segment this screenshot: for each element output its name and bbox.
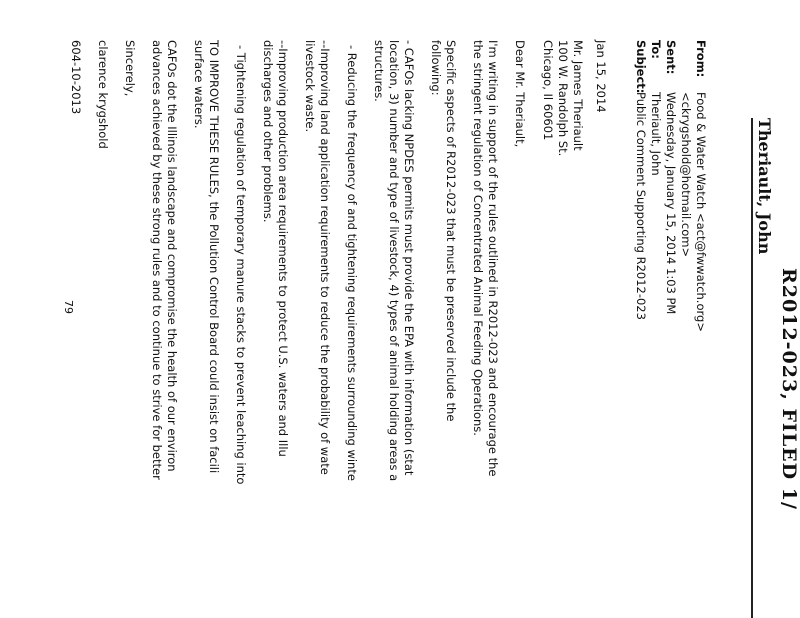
improve-line: surface waters. [192, 40, 206, 129]
bullet-npdes-line: structures. [372, 40, 386, 102]
address-line: Chicago, Il 60601 [541, 40, 555, 141]
bullet-land-line: livestock waste. [303, 40, 317, 133]
signer-phone: 604-10-2013 [69, 40, 83, 115]
bullet-production-line: --Improving production area requirements to protect U.S. waters and Illu [276, 40, 290, 457]
filing-stamp: R2012-023, FILED 1/ [778, 268, 800, 510]
sender-name: Theriault, John [755, 118, 774, 255]
page-number: 79 [62, 300, 75, 314]
aspects-intro-line: Specific aspects of R2012-023 that must be preserved include the [444, 40, 458, 422]
improve-line: TO IMPROVE THESE RULES, the Pollution Control Board could insist on facili [207, 40, 221, 474]
from-label: From: [694, 40, 708, 78]
aspects-intro-line: following: [429, 40, 443, 96]
subject-label: Subject: [634, 40, 648, 94]
signer-name: clarence krygshold [96, 40, 110, 149]
intro-line: the stringent regulation of Concentrated Animal Feeding Operations. [471, 40, 485, 436]
letter-date: Jan 15, 2014 [594, 40, 608, 113]
bullet-npdes-line: - CAFOs lacking NPDES permits must provide the EPA with information (stat [402, 40, 416, 476]
bullet-land-line: --Improving land application requirements to reduce the probability of wate [318, 40, 332, 475]
sent-value: Wednesday, January 15, 2014 1:03 PM [664, 92, 678, 315]
salutation: Dear Mr. Theriault, [513, 40, 527, 148]
address-line: Mr. James Theriault [571, 40, 585, 151]
subject-value: Public Comment Supporting R2012-023 [634, 92, 648, 320]
bullet-production-line: discharges and other problems. [261, 40, 275, 223]
closing-paragraph-line: advances achieved by these strong rules and to continue to strive for better [150, 40, 164, 480]
to-value: Theriault, John [649, 92, 663, 176]
to-label: To: [649, 40, 663, 59]
bullet-stacks-line: - Tightening regulation of temporary manure stacks to prevent leaching into [234, 45, 248, 485]
bullet-winter-line: - Reducing the frequency of and tightening requirements surrounding winte [345, 45, 359, 481]
from-value: Food & Water Watch <act@fwwatch.org> [694, 92, 708, 332]
from-email: <ckrygshold@hotmail.com> [679, 92, 693, 258]
closing-paragraph-line: CAFOs dot the Illinois landscape and compromise the health of our environ [165, 40, 179, 472]
signoff: Sincerely, [123, 40, 137, 97]
header-rule [751, 118, 753, 618]
intro-line: I'm writing in support of the rules outlined in R2012-023 and encourage the [486, 40, 500, 477]
bullet-npdes-line: location, 3) number and type of livestock, 4) types of animal holding areas a [387, 40, 401, 482]
address-line: 100 W. Randolph St. [556, 40, 570, 157]
sent-label: Sent: [664, 40, 678, 75]
